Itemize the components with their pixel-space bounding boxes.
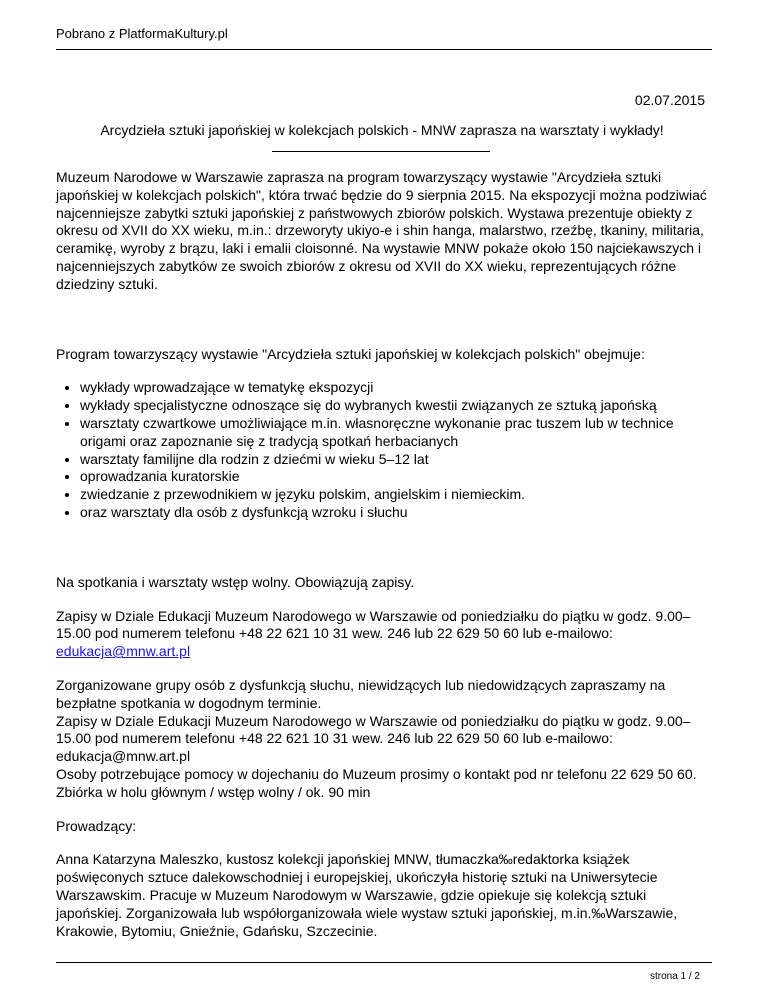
article-title: Arcydzieła sztuki japońskiej w kolekcjach polskich - MNW zaprasza na warsztaty i wykłady! bbox=[100, 122, 664, 138]
title-underline bbox=[272, 151, 490, 152]
free-entry-paragraph: Na spotkania i warsztaty wstęp wolny. Obowiązują zapisy. bbox=[56, 573, 415, 590]
page-number: strona 1 / 2 bbox=[649, 971, 700, 982]
list-item: • oraz warsztaty dla osób z dysfunkcją wzroku i słuchu bbox=[80, 504, 712, 522]
groups-line: Zapisy w Dziale Edukacji Muzeum Narodowego w Warszawie od poniedziałku do piątku w godz. 9.00–15.00 pod numerem telefonu +48 22 621 10 31 wew. 246 lub 22 629 50 60 lub e-mailowo: edukacja@mnw.art.pl bbox=[56, 712, 691, 765]
program-list bbox=[56, 379, 712, 521]
intro-paragraph: Muzeum Narodowe w Warszawie zaprasza na program towarzyszący wystawie "Arcydzieła sztuki japońskiej w kolekcjach polskich", która trwać będzie do 9 sierpnia 2015. Na ekspozycji można podziwiać najcenniejsze zabytki sztuki japońskiej z państwowych zbiorów polskich. Wystawa prezentuje obiekty z okresu od XVII do XX wieku, m.in.: drzeworyty ukiyo-e i shin hanga, malarstwo, rzeźbę, tkaniny, militaria, ceramikę, wyroby z brązu, laki i emalii cloisonné. Na wystawie MNW pokaże około 150 najciekawszych i najcenniejszych zabytków ze swoich zbiorów z okresu od XVII do XX wieku, reprezentujących różne dziedziny sztuki. bbox=[56, 169, 707, 292]
leader-bio: Anna Katarzyna Maleszko, kustosz kolekcji japońskiej MNW, tłumaczka‰redaktorka książek poświęconych sztuce dalekowschodniej i europejskiej, ukończyła historię sztuki na Uniwersytecie Warszawskim. Pracuje w Muzeum Narodowym w Warszawie, gdzie opiekuje się kolekcją sztuki japońskiej. Zorganizowała lub współorganizowała wiele wystaw sztuki japońskiej, m.in.‰Warszawie, Krakowie, Bytomiu, Gnieźnie, Gdańsku, Szczecinie. bbox=[56, 851, 678, 939]
registration-text: Zapisy w Dziale Edukacji Muzeum Narodowego w Warszawie od poniedziałku do piątku w godz. 9.00–15.00 pod numerem telefonu +48 22 621 10 31 wew. 246 lub 22 629 50 60 lub e-mailowo: bbox=[56, 607, 691, 642]
list-item: • zwiedzanie z przewodnikiem w języku polskim, angielskim i niemieckim. bbox=[80, 486, 712, 504]
list-item: • warsztaty czwartkowe umożliwiające m.in. własnoręczne wykonanie prac tuszem lub w technice origami oraz zapoznanie się z tradycją spotkań herbacianych bbox=[80, 415, 712, 451]
article-date: 02.07.2015 bbox=[634, 92, 705, 108]
list-item: • oprowadzania kuratorskie bbox=[80, 468, 712, 486]
footer-divider bbox=[56, 962, 712, 963]
program-intro: Program towarzyszący wystawie "Arcydzieła sztuki japońskiej w kolekcjach polskich" obejmuje: bbox=[56, 345, 645, 362]
list-item: • warsztaty familijne dla rodzin z dziećmi w wieku 5–12 lat bbox=[80, 451, 712, 469]
groups-line: Zbiórka w holu głównym / wstęp wolny / ok. 90 min bbox=[56, 783, 371, 800]
groups-paragraph bbox=[56, 677, 712, 802]
list-item: • wykłady wprowadzające w tematykę ekspozycji bbox=[80, 379, 712, 397]
registration-paragraph bbox=[56, 608, 712, 661]
list-item: • wykłady specjalistyczne odnoszące się do wybranych kwestii związanych ze sztuką japońską bbox=[80, 397, 712, 415]
email-link[interactable]: edukacja@mnw.art.pl bbox=[56, 643, 191, 660]
header-divider bbox=[56, 49, 712, 50]
article-body bbox=[56, 169, 712, 940]
groups-line: Osoby potrzebujące pomocy w dojechaniu do Muzeum prosimy o kontakt pod nr telefonu 22 629 50 60. bbox=[56, 765, 697, 782]
groups-line: Zorganizowane grupy osób z dysfunkcją słuchu, niewidzących lub niedowidzących zapraszamy na bezpłatne spotkania w dogodnym terminie. bbox=[56, 676, 666, 711]
source-header: Pobrano z PlatformaKultury.pl bbox=[56, 26, 228, 41]
leaders-label: Prowadzący: bbox=[56, 817, 137, 834]
